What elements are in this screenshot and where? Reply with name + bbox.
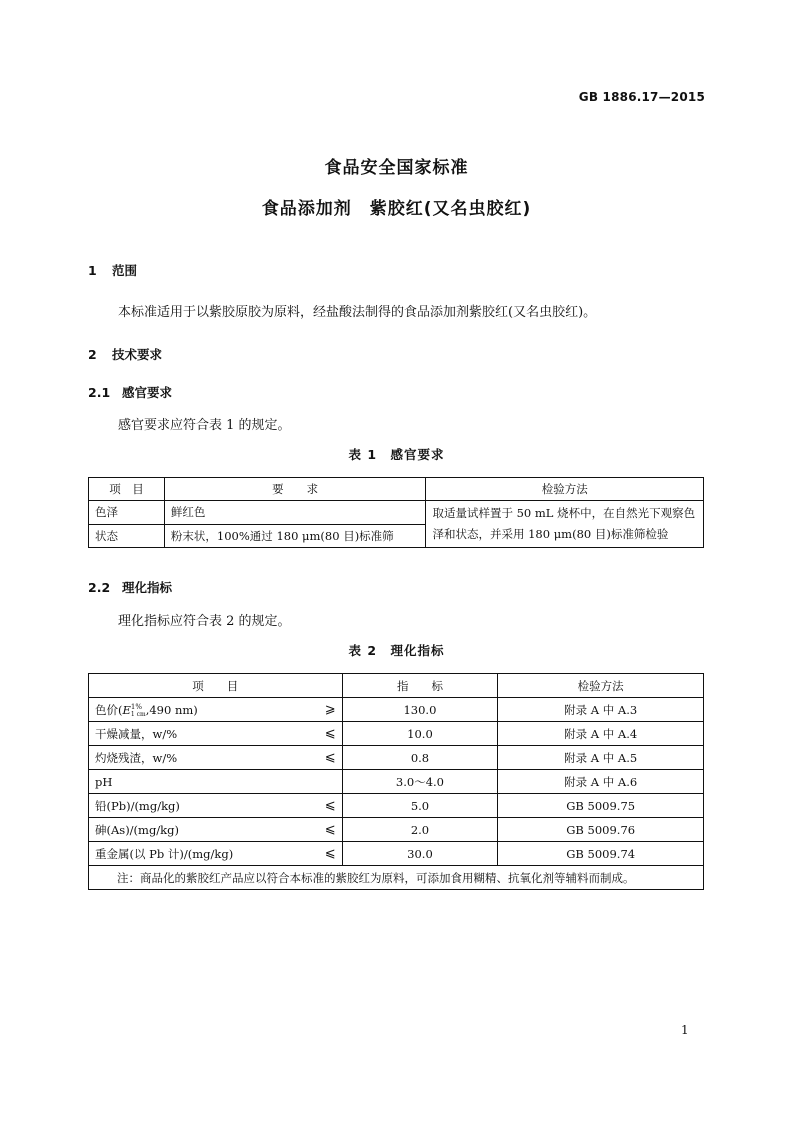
- column-header: 指 标: [342, 674, 498, 698]
- comparison-symbol: ⩽: [324, 749, 336, 765]
- table-cell-item: [89, 746, 343, 770]
- table-2-physicochemical: [88, 673, 704, 890]
- table-cell-item: [89, 698, 343, 722]
- table-note: 注：商品化的紫胶红产品应以符合本标准的紫胶红为原料，可添加食用糊精、抗氧化剂等辅料而制成。: [89, 866, 704, 890]
- item-label: 铅(Pb)/(mg/kg): [95, 798, 180, 813]
- item-label: pH: [95, 774, 113, 789]
- table-row: [89, 501, 704, 525]
- column-header: 检验方法: [498, 674, 704, 698]
- table-row: [89, 770, 704, 794]
- table-cell-item: [89, 818, 343, 842]
- table-cell-method: 附录 A 中 A.6: [498, 770, 704, 794]
- section-2-2-body: 理化指标应符合表 2 的规定。: [118, 614, 291, 629]
- table-cell-method: 附录 A 中 A.3: [498, 698, 704, 722]
- section-2-heading: [88, 345, 162, 363]
- section-number: 2.2: [88, 580, 111, 595]
- section-number: 2: [88, 347, 97, 362]
- table-cell-method: GB 5009.76: [498, 818, 704, 842]
- comparison-symbol: ⩽: [324, 821, 336, 837]
- column-header: 要 求: [164, 478, 426, 501]
- column-header: 项 目: [89, 674, 343, 698]
- table-2-caption: 表 2 理化指标: [348, 643, 445, 658]
- section-title: 理化指标: [122, 580, 173, 595]
- table-cell-method: 取适量试样置于 50 mL 烧杯中，在自然光下观察色泽和状态，并采用 180 μm(80 目)标准筛检验: [426, 501, 704, 548]
- table-row: [89, 746, 704, 770]
- item-label: 色价(E 1% 1 cm ,490 nm): [95, 702, 198, 718]
- comparison-symbol: ⩽: [324, 797, 336, 813]
- column-header: 检验方法: [426, 478, 704, 501]
- table-cell-method: GB 5009.74: [498, 842, 704, 866]
- table-cell-value: 10.0: [342, 722, 498, 746]
- table-1-sensory: [88, 477, 704, 548]
- table-header-row: [89, 674, 704, 698]
- item-label: 砷(As)/(mg/kg): [95, 822, 179, 837]
- table-cell-item: 状态: [89, 524, 165, 548]
- table-cell-item: [89, 842, 343, 866]
- section-number: 2.1: [88, 385, 111, 400]
- table-cell-value: 30.0: [342, 842, 498, 866]
- table-cell-requirement: 鲜红色: [164, 501, 426, 525]
- table-cell-value: 3.0～4.0: [342, 770, 498, 794]
- section-title: 范围: [112, 263, 138, 278]
- section-2-2-heading: [88, 578, 172, 596]
- table-row: [89, 722, 704, 746]
- table-note-row: [89, 866, 704, 890]
- section-1-heading: [88, 261, 137, 279]
- table-cell-requirement: 粉末状，100%通过 180 μm(80 目)标准筛: [164, 524, 426, 548]
- table-row: [89, 842, 704, 866]
- table-cell-value: 2.0: [342, 818, 498, 842]
- table-cell-item: 色泽: [89, 501, 165, 525]
- table-1-caption: 表 1 感官要求: [348, 447, 445, 462]
- section-number: 1: [88, 263, 97, 278]
- document-title: 食品安全国家标准: [324, 158, 469, 178]
- table-row: [89, 698, 704, 722]
- section-2-1-body: 感官要求应符合表 1 的规定。: [118, 418, 291, 433]
- comparison-symbol: ⩾: [324, 701, 336, 717]
- table-row: [89, 794, 704, 818]
- table-header-row: [89, 478, 704, 501]
- table-cell-method: 附录 A 中 A.5: [498, 746, 704, 770]
- table-cell-item: [89, 794, 343, 818]
- item-label: 干燥减量，w/%: [95, 726, 178, 741]
- table-cell-value: 130.0: [342, 698, 498, 722]
- section-title: 感官要求: [122, 385, 173, 400]
- table-cell-method: 附录 A 中 A.4: [498, 722, 704, 746]
- table-row: [89, 818, 704, 842]
- column-header: 项 目: [89, 478, 165, 501]
- item-label: 重金属(以 Pb 计)/(mg/kg): [95, 846, 234, 861]
- table-cell-method: GB 5009.75: [498, 794, 704, 818]
- comparison-symbol: ⩽: [324, 725, 336, 741]
- document-subtitle: 食品添加剂 紫胶红(又名虫胶红): [261, 199, 532, 219]
- item-label: 灼烧残渣，w/%: [95, 750, 178, 765]
- table-cell-value: 0.8: [342, 746, 498, 770]
- comparison-symbol: ⩽: [324, 845, 336, 861]
- section-title: 技术要求: [112, 347, 163, 362]
- page-number: 1: [681, 1023, 689, 1037]
- table-cell-item: [89, 722, 343, 746]
- table-cell-value: 5.0: [342, 794, 498, 818]
- table-cell-item: [89, 770, 343, 794]
- section-2-1-heading: [88, 383, 172, 401]
- section-1-body: 本标准适用于以紫胶原胶为原料，经盐酸法制得的食品添加剂紫胶红(又名虫胶红)。: [118, 305, 597, 320]
- standard-number: GB 1886.17—2015: [578, 90, 705, 104]
